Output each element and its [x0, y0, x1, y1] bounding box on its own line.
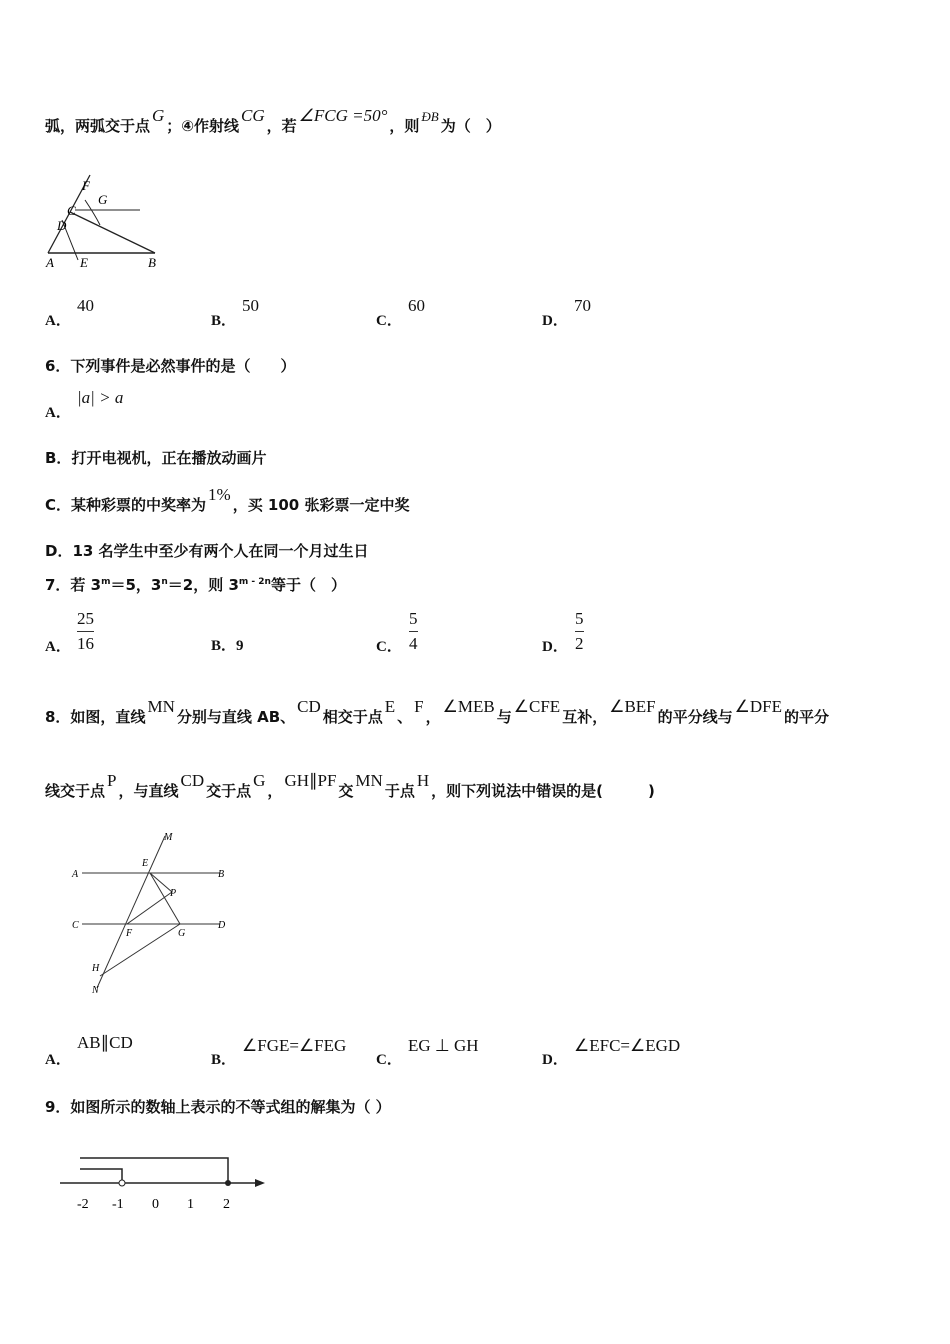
option-label: A．: [45, 639, 71, 655]
option-b[interactable]: 50: [242, 296, 259, 315]
option-label: D．: [542, 1052, 568, 1068]
q6-title: 6．下列事件是必然事件的是（ ）: [45, 357, 296, 375]
option-label: D．: [542, 313, 568, 329]
svg-text:M: M: [164, 832, 173, 843]
svg-text:0: 0: [152, 1197, 159, 1212]
fig-label: G: [98, 192, 108, 207]
svg-text:-2: -2: [77, 1197, 89, 1212]
option-label: A．: [45, 313, 71, 329]
q8-stem-line2: 线交于点P，与直线CD交于点G，GH∥PF交MN于点H，则下列说法中错误的是( ): [45, 771, 655, 800]
svg-text:2: 2: [223, 1197, 230, 1212]
option-a[interactable]: 40: [77, 296, 94, 315]
option-label: B．: [211, 1052, 237, 1068]
fig-label: C: [67, 203, 76, 218]
option-b[interactable]: B．打开电视机，正在播放动画片: [45, 449, 267, 467]
option-a[interactable]: |a| > a: [77, 388, 124, 407]
fig-label: E: [80, 255, 88, 270]
svg-text:H: H: [92, 963, 100, 974]
option-d[interactable]: D．13 名学生中至少有两个人在同一个月过生日: [45, 542, 369, 560]
option-b[interactable]: ∠FGE=∠FEG: [242, 1036, 347, 1055]
svg-text:F: F: [126, 928, 133, 939]
svg-text:C: C: [72, 920, 79, 931]
option-d[interactable]: 5 2: [575, 609, 584, 653]
option-label: B．: [211, 313, 237, 329]
option-a[interactable]: 25 16: [77, 609, 94, 653]
q7-title: 7．若 $3^m=5$，$3^n=2$，则 $3^{m - 2n}$等于（ ）: [45, 576, 346, 594]
option-label: A．: [45, 405, 71, 421]
svg-text:-1: -1: [112, 1197, 124, 1212]
option-label: C．: [376, 313, 402, 329]
svg-text:P: P: [170, 888, 177, 899]
fig-label: F: [82, 178, 90, 193]
fig-label: D: [57, 218, 67, 233]
option-d[interactable]: ∠EFC=∠EGD: [574, 1036, 681, 1055]
svg-text:G: G: [178, 928, 186, 939]
option-b[interactable]: B．9: [211, 638, 244, 654]
option-label: D．: [542, 639, 568, 655]
option-label: C．: [376, 639, 402, 655]
svg-text:B: B: [218, 869, 225, 880]
q8-stem-line1: 8．如图，直线MN分别与直线 AB、CD相交于点E、F，∠MEB与∠CFE互补，∠BEF的平分线与∠DFE的平分: [45, 697, 830, 726]
option-c[interactable]: 5 4: [409, 609, 418, 653]
fig-label: B: [148, 255, 156, 270]
q9-number-line: [55, 1150, 275, 1215]
svg-text:1: 1: [187, 1197, 194, 1212]
q9-title: 9．如图所示的数轴上表示的不等式组的解集为（ ）: [45, 1098, 391, 1116]
q8-figure: [60, 828, 240, 1003]
q5-stem: 弧，两弧交于点G；④作射线CG，若∠FCG =50°，则ÐB为（ ）: [45, 106, 501, 135]
fig-label: A: [46, 255, 54, 270]
option-c[interactable]: EG ⊥ GH: [408, 1036, 479, 1055]
svg-text:E: E: [142, 858, 149, 869]
option-c[interactable]: 60: [408, 296, 425, 315]
q5-figure: [40, 160, 170, 275]
option-label: C．: [376, 1052, 402, 1068]
option-d[interactable]: 70: [574, 296, 591, 315]
svg-text:D: D: [218, 920, 226, 931]
svg-text:N: N: [92, 985, 99, 996]
svg-text:A: A: [72, 869, 79, 880]
option-a[interactable]: AB∥CD: [77, 1033, 133, 1052]
option-label: A．: [45, 1052, 71, 1068]
option-c[interactable]: C．某种彩票的中奖率为1%，买 100 张彩票一定中奖: [45, 485, 410, 514]
